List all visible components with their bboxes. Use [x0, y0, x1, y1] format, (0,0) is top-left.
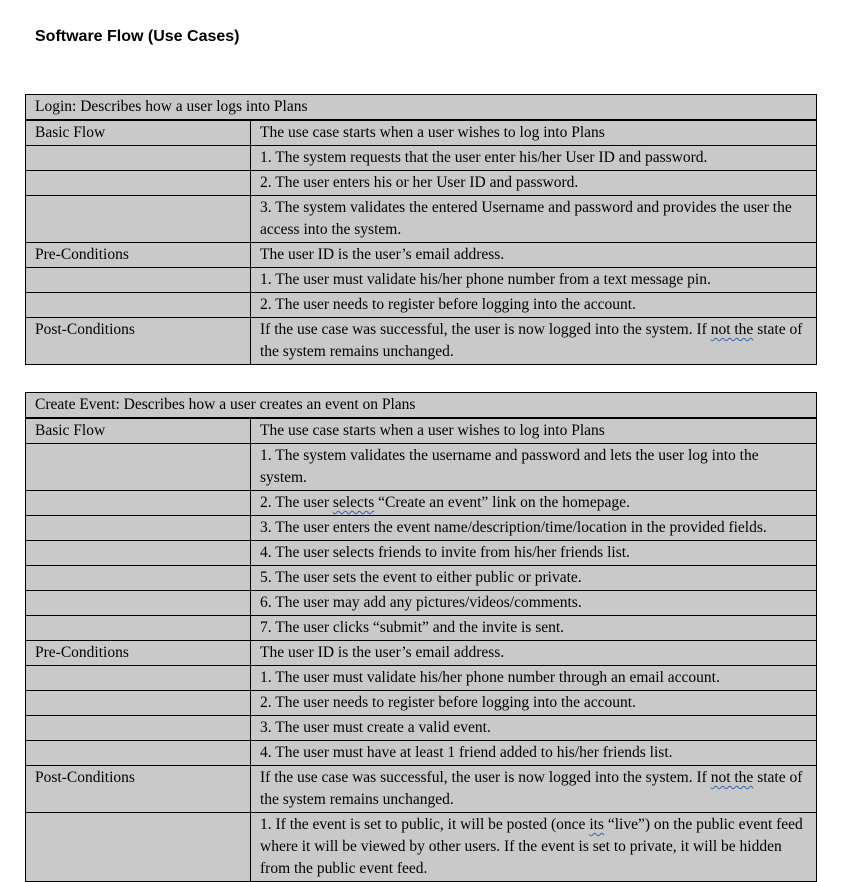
- table-row: [26, 691, 817, 716]
- row-label: Basic Flow: [26, 418, 251, 444]
- text-segment: If the use case was successful, the user is now logged into the system. If: [260, 321, 711, 338]
- row-text: 1. The system validates the username and password and lets the user log into the system.: [251, 444, 817, 491]
- row-label: [26, 293, 251, 318]
- table-header-row: [26, 95, 817, 121]
- row-label: [26, 813, 251, 882]
- row-label: [26, 516, 251, 541]
- row-text: The user ID is the user’s email address.: [251, 641, 817, 666]
- row-label: [26, 741, 251, 766]
- table-row: [26, 541, 817, 566]
- text-segment: “Create an event” link on the homepage.: [374, 494, 630, 511]
- table-row: [26, 318, 817, 365]
- table-row: [26, 566, 817, 591]
- row-text: 2. The user enters his or her User ID and password.: [251, 171, 817, 196]
- document-title: Software Flow (Use Cases): [35, 28, 240, 45]
- row-text: [251, 491, 817, 516]
- use-case-table-create-event: [25, 392, 817, 882]
- use-case-header: Login: Describes how a user logs into Plans: [26, 95, 817, 121]
- row-text: [251, 813, 817, 882]
- row-text: 1. The user must validate his/her phone number through an email account.: [251, 666, 817, 691]
- row-label: [26, 691, 251, 716]
- row-label: Pre-Conditions: [26, 243, 251, 268]
- text-segment: state of the system remains unchanged.: [260, 321, 803, 360]
- table-row: [26, 666, 817, 691]
- row-text: 4. The user must have at least 1 friend added to his/her friends list.: [251, 741, 817, 766]
- row-label: Post-Conditions: [26, 318, 251, 365]
- row-label: [26, 616, 251, 641]
- row-text: The user ID is the user’s email address.: [251, 243, 817, 268]
- table-row: [26, 491, 817, 516]
- table-row: [26, 196, 817, 243]
- row-text: The use case starts when a user wishes to log into Plans: [251, 418, 817, 444]
- spellcheck-marked-text: selects: [332, 494, 375, 511]
- row-text: 3. The user must create a valid event.: [251, 716, 817, 741]
- row-text: 2. The user needs to register before logging into the account.: [251, 293, 817, 318]
- row-label: [26, 591, 251, 616]
- row-label: Basic Flow: [26, 120, 251, 146]
- row-label: [26, 171, 251, 196]
- spellcheck-marked-text: not the: [710, 769, 754, 786]
- table-row: [26, 418, 817, 444]
- text-segment: If the use case was successful, the user is now logged into the system. If: [260, 769, 711, 786]
- table-row: [26, 120, 817, 146]
- row-text: 2. The user needs to register before logging into the account.: [251, 691, 817, 716]
- table-row: [26, 243, 817, 268]
- row-label: [26, 566, 251, 591]
- table-row: [26, 591, 817, 616]
- table-row: [26, 641, 817, 666]
- row-label: [26, 146, 251, 171]
- table-row: [26, 716, 817, 741]
- table-row: [26, 444, 817, 491]
- table-row: [26, 516, 817, 541]
- text-segment: 2. The user: [260, 494, 333, 511]
- text-segment: 1. If the event is set to public, it will be posted (once: [260, 816, 590, 833]
- row-label: [26, 666, 251, 691]
- text-segment: “live”) on the public event feed where it will be viewed by other users. If the event is set to private, it will be hidden from the public event feed.: [260, 816, 803, 877]
- row-label: Pre-Conditions: [26, 641, 251, 666]
- table-row: [26, 616, 817, 641]
- row-text: 4. The user selects friends to invite from his/her friends list.: [251, 541, 817, 566]
- table-row: [26, 171, 817, 196]
- table-row: [26, 741, 817, 766]
- row-label: [26, 444, 251, 491]
- row-text: [251, 766, 817, 813]
- row-label: Post-Conditions: [26, 766, 251, 813]
- row-text: 3. The user enters the event name/description/time/location in the provided fields.: [251, 516, 817, 541]
- row-text: The use case starts when a user wishes to log into Plans: [251, 120, 817, 146]
- table-row: [26, 813, 817, 882]
- row-label: [26, 491, 251, 516]
- use-case-table-login: [25, 94, 817, 365]
- row-text: 1. The system requests that the user enter his/her User ID and password.: [251, 146, 817, 171]
- table-row: [26, 766, 817, 813]
- row-text: 6. The user may add any pictures/videos/comments.: [251, 591, 817, 616]
- row-text: [251, 318, 817, 365]
- row-label: [26, 716, 251, 741]
- row-text: 3. The system validates the entered Username and password and provides the user the access into the system.: [251, 196, 817, 243]
- spellcheck-marked-text: not the: [710, 321, 754, 338]
- row-label: [26, 268, 251, 293]
- row-text: 5. The user sets the event to either public or private.: [251, 566, 817, 591]
- spellcheck-marked-text: its: [589, 816, 604, 833]
- table-row: [26, 268, 817, 293]
- table-header-row: [26, 393, 817, 419]
- row-text: 1. The user must validate his/her phone number from a text message pin.: [251, 268, 817, 293]
- row-text: 7. The user clicks “submit” and the invite is sent.: [251, 616, 817, 641]
- row-label: [26, 196, 251, 243]
- text-segment: state of the system remains unchanged.: [260, 769, 803, 808]
- table-row: [26, 146, 817, 171]
- use-case-header: Create Event: Describes how a user creates an event on Plans: [26, 393, 817, 419]
- row-label: [26, 541, 251, 566]
- table-row: [26, 293, 817, 318]
